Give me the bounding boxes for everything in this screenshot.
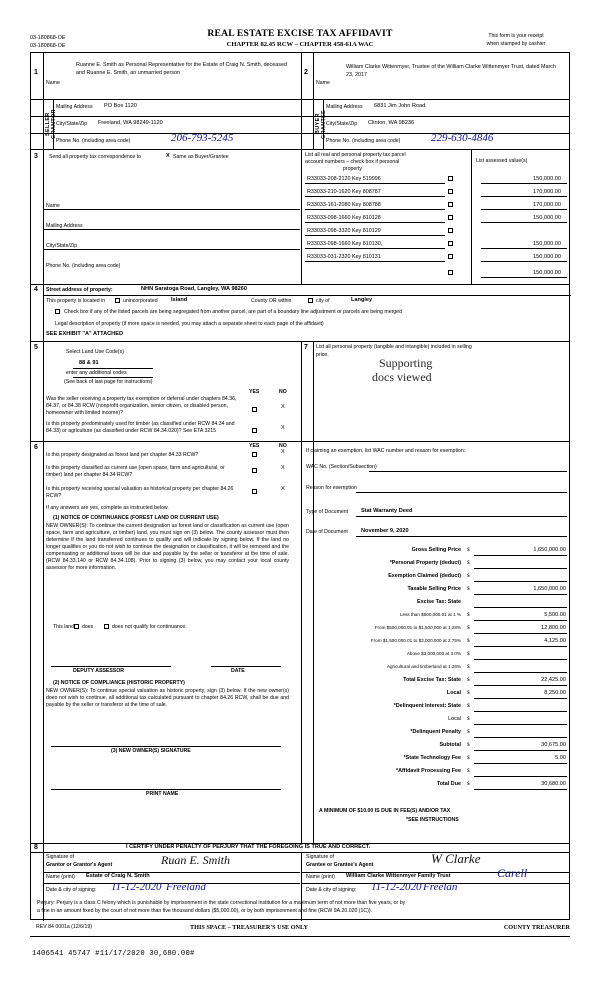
tax-row-label: Total Excise Tax: State bbox=[403, 677, 461, 683]
does-qualify-checkbox[interactable] bbox=[74, 624, 79, 629]
sec6-q3-no-answer: X bbox=[281, 486, 285, 492]
personal-property-checkbox[interactable] bbox=[448, 270, 453, 275]
divider bbox=[44, 209, 300, 210]
form-id-2: 03-180868-OE bbox=[30, 43, 66, 50]
tax-row-value: 4,125.00 bbox=[544, 638, 566, 644]
divider bbox=[73, 368, 153, 369]
city-checkbox[interactable] bbox=[308, 298, 313, 303]
dollar-sign: $ bbox=[467, 716, 470, 722]
divider bbox=[474, 763, 567, 764]
tax-row-value: 8,250.00 bbox=[544, 690, 566, 696]
dollar-sign: $ bbox=[467, 742, 470, 748]
seller-mailing-label: Mailing Address bbox=[56, 104, 93, 110]
sec6-q2-yes-checkbox[interactable] bbox=[252, 468, 257, 473]
no-header-5: NO bbox=[279, 389, 287, 395]
tax-row-value: 12,800.00 bbox=[541, 625, 566, 631]
tax-row-value: 30,680.00 bbox=[541, 781, 566, 787]
county-treasurer-label: COUNTY TREASURER bbox=[503, 924, 570, 931]
city-of-label: city of bbox=[316, 298, 330, 304]
divider bbox=[305, 183, 445, 184]
dollar-sign: $ bbox=[467, 677, 470, 683]
buyer-mailing-label: Mailing Address bbox=[326, 104, 363, 110]
grantor-date-label: Date & city of signing: bbox=[46, 887, 97, 893]
grantee-name-label: Name (print) bbox=[306, 874, 335, 880]
corr-phone-label: Phone No. (including area code) bbox=[46, 263, 121, 269]
divider bbox=[474, 750, 567, 751]
assessed-value: 170,000.00 bbox=[533, 202, 561, 208]
sec6-ifany-label: If any answers are yes, complete as instructed below. bbox=[46, 505, 169, 511]
notice-continuance-title: (1) NOTICE OF CONTINUANCE (FOREST LAND OR CURRENT USE) bbox=[53, 515, 219, 521]
corr-mailing-label: Mailing Address bbox=[46, 223, 83, 229]
street-address-label: Street address of property: bbox=[46, 287, 113, 293]
divider bbox=[51, 789, 281, 790]
divider bbox=[73, 377, 153, 378]
tax-row-label: *Personal Property (deduct) bbox=[389, 560, 461, 566]
does-label: does bbox=[82, 624, 94, 630]
section-1-number: 1 bbox=[34, 69, 38, 76]
divider bbox=[31, 284, 569, 285]
county-name-value: Island bbox=[171, 297, 188, 303]
buyer-grantee-label: BUYER GRANTEE bbox=[315, 109, 327, 139]
legal-description-label: Legal description of property (if more space is needed, you may attach a separate sheet to each page of the affidavit) bbox=[55, 321, 324, 327]
divider bbox=[305, 235, 445, 236]
dollar-sign: $ bbox=[467, 703, 470, 709]
seller-phone-value: 206-793-5245 bbox=[171, 132, 234, 144]
doc-type-value: Stat Warranty Deed bbox=[361, 508, 413, 514]
supporting-docs-stamp-line2: docs viewed bbox=[372, 370, 432, 384]
divider bbox=[43, 53, 44, 149]
dollar-sign: $ bbox=[467, 664, 470, 670]
doc-date-value: November 9, 2020 bbox=[361, 528, 409, 534]
assessed-value: 150,000.00 bbox=[533, 254, 561, 260]
divider bbox=[369, 471, 567, 472]
grantor-sig-label-1: Signature of bbox=[46, 854, 74, 860]
divider bbox=[474, 607, 567, 608]
personal-property-checkbox[interactable] bbox=[448, 215, 453, 220]
personal-property-checkbox[interactable] bbox=[448, 254, 453, 259]
minimum-due-line1: A MINIMUM OF $10.00 IS DUE IN FEE(S) AND/OR TAX bbox=[319, 808, 451, 814]
same-as-buyer-label: Same as Buyer/Grantee bbox=[173, 154, 229, 160]
segregated-label: Check box if any of the listed parcels are being segregated from another parcel, are part of a boundary line adjustment or parcels are being merged bbox=[64, 309, 402, 315]
parcel-account: R33033-161-2080 Key 808788 bbox=[307, 202, 381, 208]
date-label: DATE bbox=[231, 668, 245, 674]
divider bbox=[474, 711, 567, 712]
divider bbox=[31, 441, 569, 442]
divider bbox=[44, 872, 300, 873]
section-3-number: 3 bbox=[34, 153, 38, 160]
unincorporated-label: unincorporated bbox=[123, 298, 158, 304]
tax-row-label: *State Technology Fee bbox=[403, 755, 461, 761]
divider bbox=[481, 209, 567, 210]
section-5-number: 5 bbox=[34, 344, 38, 351]
divider bbox=[356, 536, 567, 537]
divider bbox=[51, 746, 281, 747]
tax-row-label: Above $3,000,000 at 3.0% bbox=[406, 651, 461, 656]
land-use-code-label: Select Land Use Code(s) bbox=[66, 349, 124, 355]
assessed-value: 150,000.00 bbox=[533, 215, 561, 221]
tax-row-label: *Affidavit Processing Fee bbox=[395, 768, 461, 774]
reason-exemption-label: Reason for exemption bbox=[306, 485, 357, 491]
buyer-phone-label: Phone No. (including area code) bbox=[326, 138, 401, 144]
tax-row-label: *Delinquent Penalty bbox=[410, 729, 461, 735]
tax-row-value: 5,500.00 bbox=[544, 612, 566, 618]
grantee-sig-label-2: Grantee or Grantee's Agent bbox=[306, 862, 374, 868]
correspondence-label: Send all property tax correspondence to bbox=[49, 154, 141, 160]
divider bbox=[481, 183, 567, 184]
certify-statement: I CERTIFY UNDER PENALTY OF PERJURY THAT THE FOREGOING IS TRUE AND CORRECT. bbox=[126, 844, 371, 850]
legal-description-value: SEE EXHIBIT "A" ATTACHED bbox=[46, 331, 123, 337]
treasurer-space-label: THIS SPACE – TREASURER'S USE ONLY bbox=[190, 924, 308, 931]
new-owner-signature-label: (3) NEW OWNER(S) SIGNATURE bbox=[111, 748, 191, 754]
divider bbox=[474, 776, 567, 777]
doc-type-label: Type of Document bbox=[306, 509, 349, 515]
dollar-sign: $ bbox=[467, 625, 470, 631]
divider bbox=[44, 229, 300, 230]
seller-name-label: Name bbox=[46, 80, 60, 86]
deputy-assessor-label: DEPUTY ASSESSOR bbox=[73, 668, 125, 674]
grantor-date-value: 11-12-2020 bbox=[111, 881, 162, 893]
dollar-sign: $ bbox=[467, 573, 470, 579]
grantor-sig-label-2: Grantor or Grantor's Agent bbox=[46, 862, 113, 868]
no-header-6: NO bbox=[279, 443, 287, 449]
segregated-checkbox[interactable] bbox=[55, 309, 60, 314]
personal-property-checkbox[interactable] bbox=[448, 241, 453, 246]
divider bbox=[44, 295, 571, 296]
divider bbox=[305, 248, 445, 249]
dollar-sign: $ bbox=[467, 560, 470, 566]
divider bbox=[481, 261, 567, 262]
parcel-account: R33033-098-1660 Key 810128 bbox=[307, 215, 381, 221]
perjury-line2: a fine in an amount fixed by the court of not more than five thousand dollars ($5,000.00), or by both imprisonment and fine (RCW 9A.20.020 (1C)). bbox=[37, 907, 373, 914]
receipt-note-line2: when stamped by cashier bbox=[486, 41, 546, 48]
tax-row-label: Local bbox=[446, 690, 461, 696]
section-7-number: 7 bbox=[304, 344, 308, 351]
sec5-q1-label: Was the seller receiving a property tax exemption or deferral under chapters 84.36, 84.37, or 84.38 RCW (nonprofit organization, senior citizen, or disabled person, homeowner with limited income)? bbox=[46, 396, 237, 416]
divider bbox=[31, 341, 569, 342]
same-as-buyer-checkmark: X bbox=[166, 153, 170, 159]
seller-phone-label: Phone No. (including area code) bbox=[56, 138, 131, 144]
buyer-citystate-label: City/State/Zip bbox=[326, 121, 358, 127]
personal-property-intro bbox=[316, 344, 566, 360]
supporting-docs-stamp-line1: Supporting bbox=[379, 356, 433, 370]
divider bbox=[471, 149, 472, 284]
section-8-number: 8 bbox=[34, 844, 38, 851]
parcel-header-line2: account numbers – check box if personal bbox=[305, 159, 400, 166]
divider bbox=[305, 196, 445, 197]
form-ids bbox=[30, 34, 65, 50]
parcel-header bbox=[305, 152, 465, 173]
title-block bbox=[175, 28, 425, 48]
parcel-header-line3: property bbox=[343, 166, 363, 173]
divider bbox=[43, 284, 44, 341]
parcel-account: R33033-098-3320 Key 810129 bbox=[307, 228, 381, 234]
tax-row-label: From $500,000.01 to $1,500,000 at 1.28% bbox=[374, 625, 461, 630]
doc-date-label: Date of Document bbox=[306, 529, 348, 535]
sec6-q1-yes-checkbox[interactable] bbox=[252, 452, 257, 457]
does-not-qualify-checkbox[interactable] bbox=[104, 624, 109, 629]
dollar-sign: $ bbox=[467, 612, 470, 618]
form-body bbox=[30, 52, 570, 920]
grantee-signature: W Clarke bbox=[431, 851, 481, 866]
grantor-signature: Ruan E. Smith bbox=[161, 853, 230, 867]
tax-row-label: Gross Selling Price bbox=[411, 547, 461, 553]
section-2-number: 2 bbox=[304, 69, 308, 76]
form-id-1: 03-180868-OE bbox=[30, 35, 66, 41]
seller-citystate-value: Freeland, WA 98249-1120 bbox=[98, 120, 163, 126]
this-land-label: This land bbox=[53, 624, 75, 630]
city-name-value: Langley bbox=[351, 297, 373, 303]
grantor-city-value: Freeland bbox=[166, 881, 206, 893]
assessed-value: 150,000.00 bbox=[533, 270, 561, 276]
grantor-name-label: Name (print) bbox=[46, 874, 75, 880]
divider bbox=[474, 620, 567, 621]
dollar-sign: $ bbox=[467, 768, 470, 774]
divider bbox=[474, 555, 567, 556]
grantee-date-label: Date & city of signing: bbox=[306, 887, 357, 893]
grantee-date-value: 11-12-2020 bbox=[371, 881, 422, 893]
wac-number-label: WAC No. (Section/Subsection) bbox=[306, 464, 377, 470]
does-not-label: does not qualify for continuance. bbox=[112, 624, 187, 630]
corr-name-label: Name bbox=[46, 203, 60, 209]
divider bbox=[481, 277, 567, 278]
tax-row-label: Taxable Selling Price bbox=[407, 586, 461, 592]
sec6-q2-no-answer: X bbox=[281, 465, 285, 471]
divider bbox=[481, 222, 567, 223]
parcel-account: R33033-210-1620 Key 808787 bbox=[307, 189, 381, 195]
grantee-sig-label-1: Signature of bbox=[306, 854, 334, 860]
unincorporated-checkbox[interactable] bbox=[115, 298, 120, 303]
sec5-q1-yes-checkbox[interactable] bbox=[252, 407, 257, 412]
perjury-note bbox=[37, 900, 567, 916]
notice-continuance-body: NEW OWNER(S): To continue the current designation as forest land or classification as current use (open space, farm and agriculture, or timber) land, you must sign on (3) below. The county assessor must then determine if the land transferred continues to qualify and will indicate by signing below. If the land no longer qualifies or you do not wish to continue the designation or classification, it will be removed and the compensating or additional taxes will be due and payable by the seller or transferor at the time of sale. (RCW 84.33.140 or RCW 84.34.108). Prior to signing (3) below, you may contact your local county assessor for more information. bbox=[46, 523, 289, 572]
divider bbox=[474, 568, 567, 569]
divider bbox=[474, 581, 567, 582]
page-subtitle: CHAPTER 82.45 RCW – CHAPTER 458-61A WAC bbox=[226, 41, 374, 48]
buyer-phone-value: 229-630-4846 bbox=[431, 132, 494, 144]
divider bbox=[474, 737, 567, 738]
divider bbox=[31, 149, 569, 150]
tax-row-label: Exemption Claimed (deduct) bbox=[388, 573, 461, 579]
seller-mailing-value: PO Box 1120 bbox=[104, 103, 137, 109]
assessed-value-header: List assessed value(s) bbox=[476, 158, 528, 164]
seller-grantor-label: SELLER GRANTOR bbox=[45, 109, 57, 139]
parcel-account: R33033-208-2120 Key 519996 bbox=[307, 176, 381, 182]
divider bbox=[474, 789, 567, 790]
divider bbox=[474, 698, 567, 699]
tax-row-label: Local bbox=[448, 716, 461, 722]
dollar-sign: $ bbox=[467, 729, 470, 735]
assessed-value: 150,000.00 bbox=[533, 176, 561, 182]
corr-citystate-label: City/State/Zip bbox=[46, 243, 78, 249]
buyer-mailing-value: 6831 Jim John Road bbox=[374, 103, 426, 109]
tax-row-value: 30,675.00 bbox=[541, 742, 566, 748]
buyer-citystate-value: Clinton, WA 98236 bbox=[368, 120, 415, 126]
divider bbox=[313, 341, 314, 843]
street-address-value: NHN Saratoga Road, Langley, WA 98260 bbox=[141, 286, 247, 292]
sec5-q2-yes-checkbox[interactable] bbox=[252, 428, 257, 433]
sec6-q1-no-answer: X bbox=[281, 449, 285, 455]
receipt-note bbox=[462, 32, 570, 49]
dollar-sign: $ bbox=[467, 547, 470, 553]
assessed-value: 170,000.00 bbox=[533, 189, 561, 195]
sec6-q3-yes-checkbox[interactable] bbox=[252, 489, 257, 494]
personal-property-intro-line1: List all personal property (tangible and intangible) included in selling bbox=[316, 344, 472, 350]
parcel-account: R33033-098-1660 Key 810130, bbox=[307, 241, 383, 247]
notice-compliance-body: NEW OWNER(S): To continue special valuation as historic property, sign (3) below. If the new owner(s) does not wish to continue, all additional tax calculated pursuant to chapter 84.26 RCW, shall be due and payable by the seller or transferor at the time of sale. bbox=[46, 688, 289, 709]
buyer-name-value: William Clarke Wittenmyer, Trustee of the William Clarke Wittenmyer Trust, dated March 23, 2017 bbox=[346, 64, 556, 79]
divider bbox=[31, 116, 569, 117]
county-or-label: County OR within bbox=[251, 298, 292, 304]
assessed-value: 150,000.00 bbox=[533, 241, 561, 247]
divider bbox=[43, 341, 44, 441]
divider bbox=[211, 666, 281, 667]
divider bbox=[481, 196, 567, 197]
seller-name-value: Ruanne E. Smith as Personal Representative for the Estate of Craig N. Smith, deceased and Ruanne E. Smith, an unmarried person bbox=[76, 62, 287, 77]
dollar-sign: $ bbox=[467, 586, 470, 592]
divider bbox=[474, 724, 567, 725]
tax-row-value: 1,650,000.00 bbox=[533, 586, 566, 592]
perjury-line1: Perjury: Perjury is a class C felony which is punishable by imprisonment in the state correctional institution for a maximum term of not more than five years, or by bbox=[37, 900, 406, 906]
grantor-name-value: Estate of Craig N. Smith bbox=[86, 873, 150, 879]
divider bbox=[43, 441, 44, 843]
divider bbox=[305, 209, 445, 210]
tax-row-label: *Delinquent Interest: State bbox=[393, 703, 461, 709]
sec6-q2-label: Is this property classified as current use (open space, farm and agricultural, or timber) land per chapter 84.34 RCW? bbox=[46, 465, 225, 478]
located-in-label: This property is located in bbox=[46, 298, 106, 304]
sec5-q1-no-answer: X bbox=[281, 404, 285, 410]
land-use-code-value: 88 & 91 bbox=[79, 360, 99, 366]
divider bbox=[474, 659, 567, 660]
tax-row-label: Total Due bbox=[436, 781, 461, 787]
buyer-name-label: Name bbox=[316, 80, 330, 86]
parcel-header-line1: List all real and personal property tax parcel bbox=[305, 152, 406, 158]
divider bbox=[356, 516, 567, 517]
dollar-sign: $ bbox=[467, 651, 470, 657]
personal-property-intro-line2: price. bbox=[316, 351, 329, 358]
tax-row-value: 22,425.00 bbox=[541, 677, 566, 683]
sec5-q2-label: Is this property predominately used for timber (as classified under RCW 84.34 and 84.33) or agriculture (as classified under RCW 84.34.020)? See ETA 3215 bbox=[46, 421, 235, 434]
treasurer-stamp: 1406541 45747 #11/17/2020 30,680.00# bbox=[32, 950, 195, 958]
parcel-account: R33033-031-2320 Key 810131 bbox=[307, 254, 381, 260]
yes-header-6: YES bbox=[249, 443, 260, 449]
personal-property-checkbox[interactable] bbox=[448, 189, 453, 194]
divider bbox=[474, 594, 567, 595]
dollar-sign: $ bbox=[467, 755, 470, 761]
exemption-intro-label: If claiming an exemption, list WAC number and reason for exemption: bbox=[306, 448, 466, 454]
divider bbox=[51, 666, 171, 667]
divider bbox=[31, 852, 569, 853]
receipt-note-line1: This form is your receipt bbox=[488, 33, 544, 39]
tax-row-label: Less than $500,000.01 at 1 % bbox=[399, 612, 461, 617]
dollar-sign: $ bbox=[467, 690, 470, 696]
sec6-q3-label: Is this property receiving special valuation as historical property per chapter 84.26 RCW? bbox=[46, 486, 234, 499]
grantee-name-handwritten: Carell bbox=[497, 866, 528, 880]
grantee-city-value: Freelan bbox=[423, 881, 458, 893]
divider bbox=[474, 646, 567, 647]
personal-property-checkbox[interactable] bbox=[448, 202, 453, 207]
dollar-sign: $ bbox=[467, 781, 470, 787]
divider bbox=[356, 492, 567, 493]
tax-row-value: 1,650,000.00 bbox=[533, 547, 566, 553]
additional-codes-label: enter any additional codes bbox=[66, 370, 127, 376]
notice-compliance-title: (2) NOTICE OF COMPLIANCE (HISTORIC PROPERTY) bbox=[53, 680, 185, 686]
tax-row-label: Excise Tax: State bbox=[417, 599, 461, 605]
section-4-number: 4 bbox=[34, 286, 38, 293]
personal-property-checkbox[interactable] bbox=[448, 228, 453, 233]
divider bbox=[44, 249, 300, 250]
minimum-due-line2: *SEE INSTRUCTIONS bbox=[406, 817, 459, 823]
divider bbox=[474, 685, 567, 686]
section-6-number: 6 bbox=[34, 444, 38, 451]
tax-row-label: Agricultural and timberland at 1.28% bbox=[386, 664, 461, 669]
tax-row-label: From $1,500,000.01 to $3,000,000 at 2.75% bbox=[370, 638, 461, 643]
dollar-sign: $ bbox=[467, 638, 470, 644]
print-name-label: PRINT NAME bbox=[146, 791, 179, 797]
tax-row-value: 5.00 bbox=[555, 755, 566, 761]
divider bbox=[301, 341, 302, 843]
sec6-q1-label: Is this property designated as forest land per chapter 84.33 RCW? bbox=[46, 452, 199, 458]
divider bbox=[474, 672, 567, 673]
tax-row-label: Subtotal bbox=[439, 742, 461, 748]
divider bbox=[474, 633, 567, 634]
divider bbox=[301, 53, 302, 284]
personal-property-checkbox[interactable] bbox=[448, 176, 453, 181]
yes-header-5: YES bbox=[249, 389, 260, 395]
divider bbox=[481, 248, 567, 249]
grantee-name-value: William Clarke Wittenmyer Family Trust bbox=[346, 873, 451, 879]
divider bbox=[43, 149, 44, 284]
form-revision: REV 84 0001a (12/6/19) bbox=[36, 924, 92, 930]
page-title: REAL ESTATE EXCISE TAX AFFIDAVIT bbox=[207, 28, 393, 39]
divider bbox=[313, 53, 314, 149]
sec5-q2-no-answer: X bbox=[281, 425, 285, 431]
see-back-label: (See back of last page for instructions) bbox=[64, 379, 153, 385]
divider bbox=[30, 936, 570, 937]
divider bbox=[305, 222, 445, 223]
seller-citystate-label: City/State/Zip bbox=[56, 121, 88, 127]
divider bbox=[31, 99, 569, 100]
divider bbox=[305, 261, 445, 262]
